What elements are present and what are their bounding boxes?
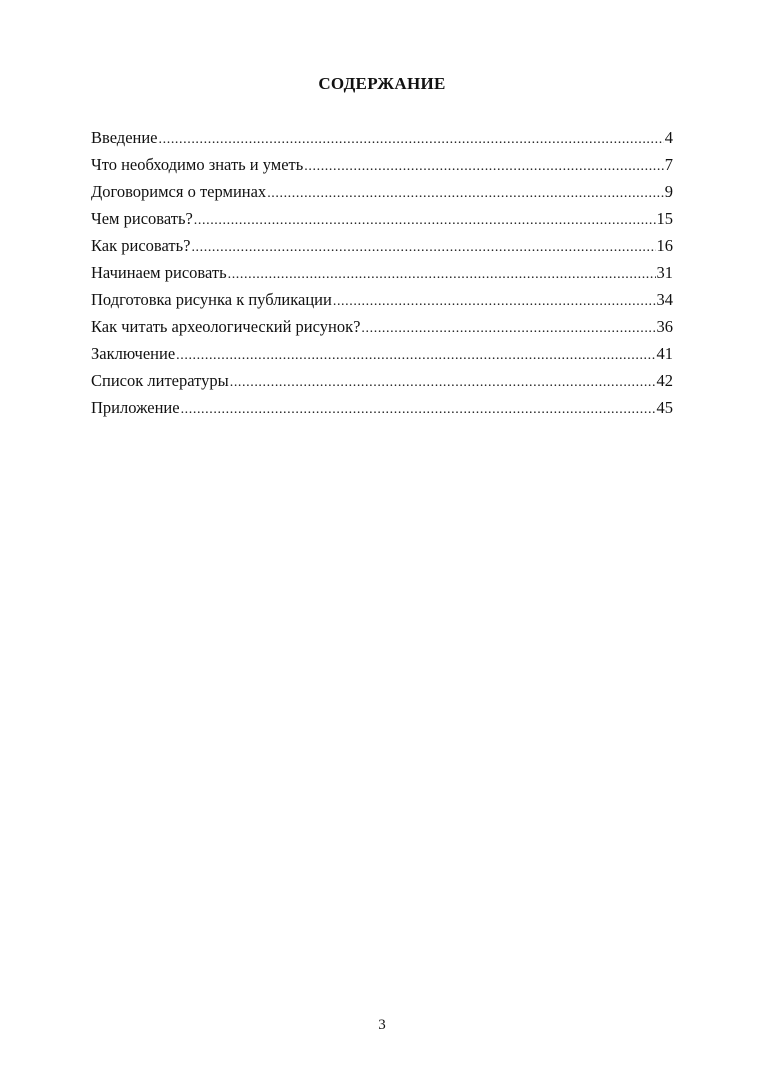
toc-entry-label: Приложение — [91, 398, 180, 417]
dot-leader — [194, 207, 656, 234]
dot-leader — [228, 261, 656, 288]
table-of-contents — [91, 124, 673, 421]
toc-entry-page: 16 — [656, 236, 673, 255]
page-number: 3 — [378, 1017, 386, 1033]
toc-entry-label: Что необходимо знать и уметь — [91, 155, 304, 174]
toc-entry-page: 34 — [656, 290, 673, 309]
toc-entry-page: 7 — [664, 155, 673, 174]
dot-leader — [181, 396, 656, 423]
toc-entry-page: 42 — [656, 371, 673, 390]
toc-entry-label: Подготовка рисунка к публикации — [91, 290, 332, 309]
dot-leader — [361, 315, 655, 342]
toc-entry — [91, 259, 673, 286]
toc-entry-label: Заключение — [91, 344, 176, 363]
toc-entry-page: 31 — [656, 263, 673, 282]
toc-entry — [91, 313, 673, 340]
toc-entry-page: 4 — [664, 128, 673, 147]
toc-entry — [91, 286, 673, 313]
toc-entry-label: Список литературы — [91, 371, 229, 390]
dot-leader — [304, 153, 663, 180]
toc-entry — [91, 340, 673, 367]
dot-leader — [191, 234, 655, 261]
toc-entry — [91, 367, 673, 394]
toc-entry — [91, 151, 673, 178]
toc-entry-page: 9 — [664, 182, 673, 201]
toc-entry — [91, 205, 673, 232]
toc-entry-label: Как читать археологический рисунок? — [91, 317, 361, 336]
dot-leader — [333, 288, 656, 315]
toc-entry-label: Введение — [91, 128, 158, 147]
dot-leader — [159, 126, 664, 153]
toc-entry-label: Договоримся о терминах — [91, 182, 267, 201]
toc-entry-page: 41 — [656, 344, 673, 363]
toc-entry-label: Как рисовать? — [91, 236, 191, 255]
toc-entry-page: 45 — [656, 398, 673, 417]
dot-leader — [230, 369, 656, 396]
dot-leader — [176, 342, 655, 369]
toc-entry — [91, 232, 673, 259]
toc-entry-page: 36 — [656, 317, 673, 336]
toc-entry — [91, 124, 673, 151]
toc-entry — [91, 178, 673, 205]
toc-entry — [91, 394, 673, 421]
toc-entry-label: Чем рисовать? — [91, 209, 193, 228]
toc-entry-label: Начинаем рисовать — [91, 263, 227, 282]
page-title: СОДЕРЖАНИЕ — [318, 74, 446, 93]
toc-entry-page: 15 — [656, 209, 673, 228]
dot-leader — [267, 180, 664, 207]
